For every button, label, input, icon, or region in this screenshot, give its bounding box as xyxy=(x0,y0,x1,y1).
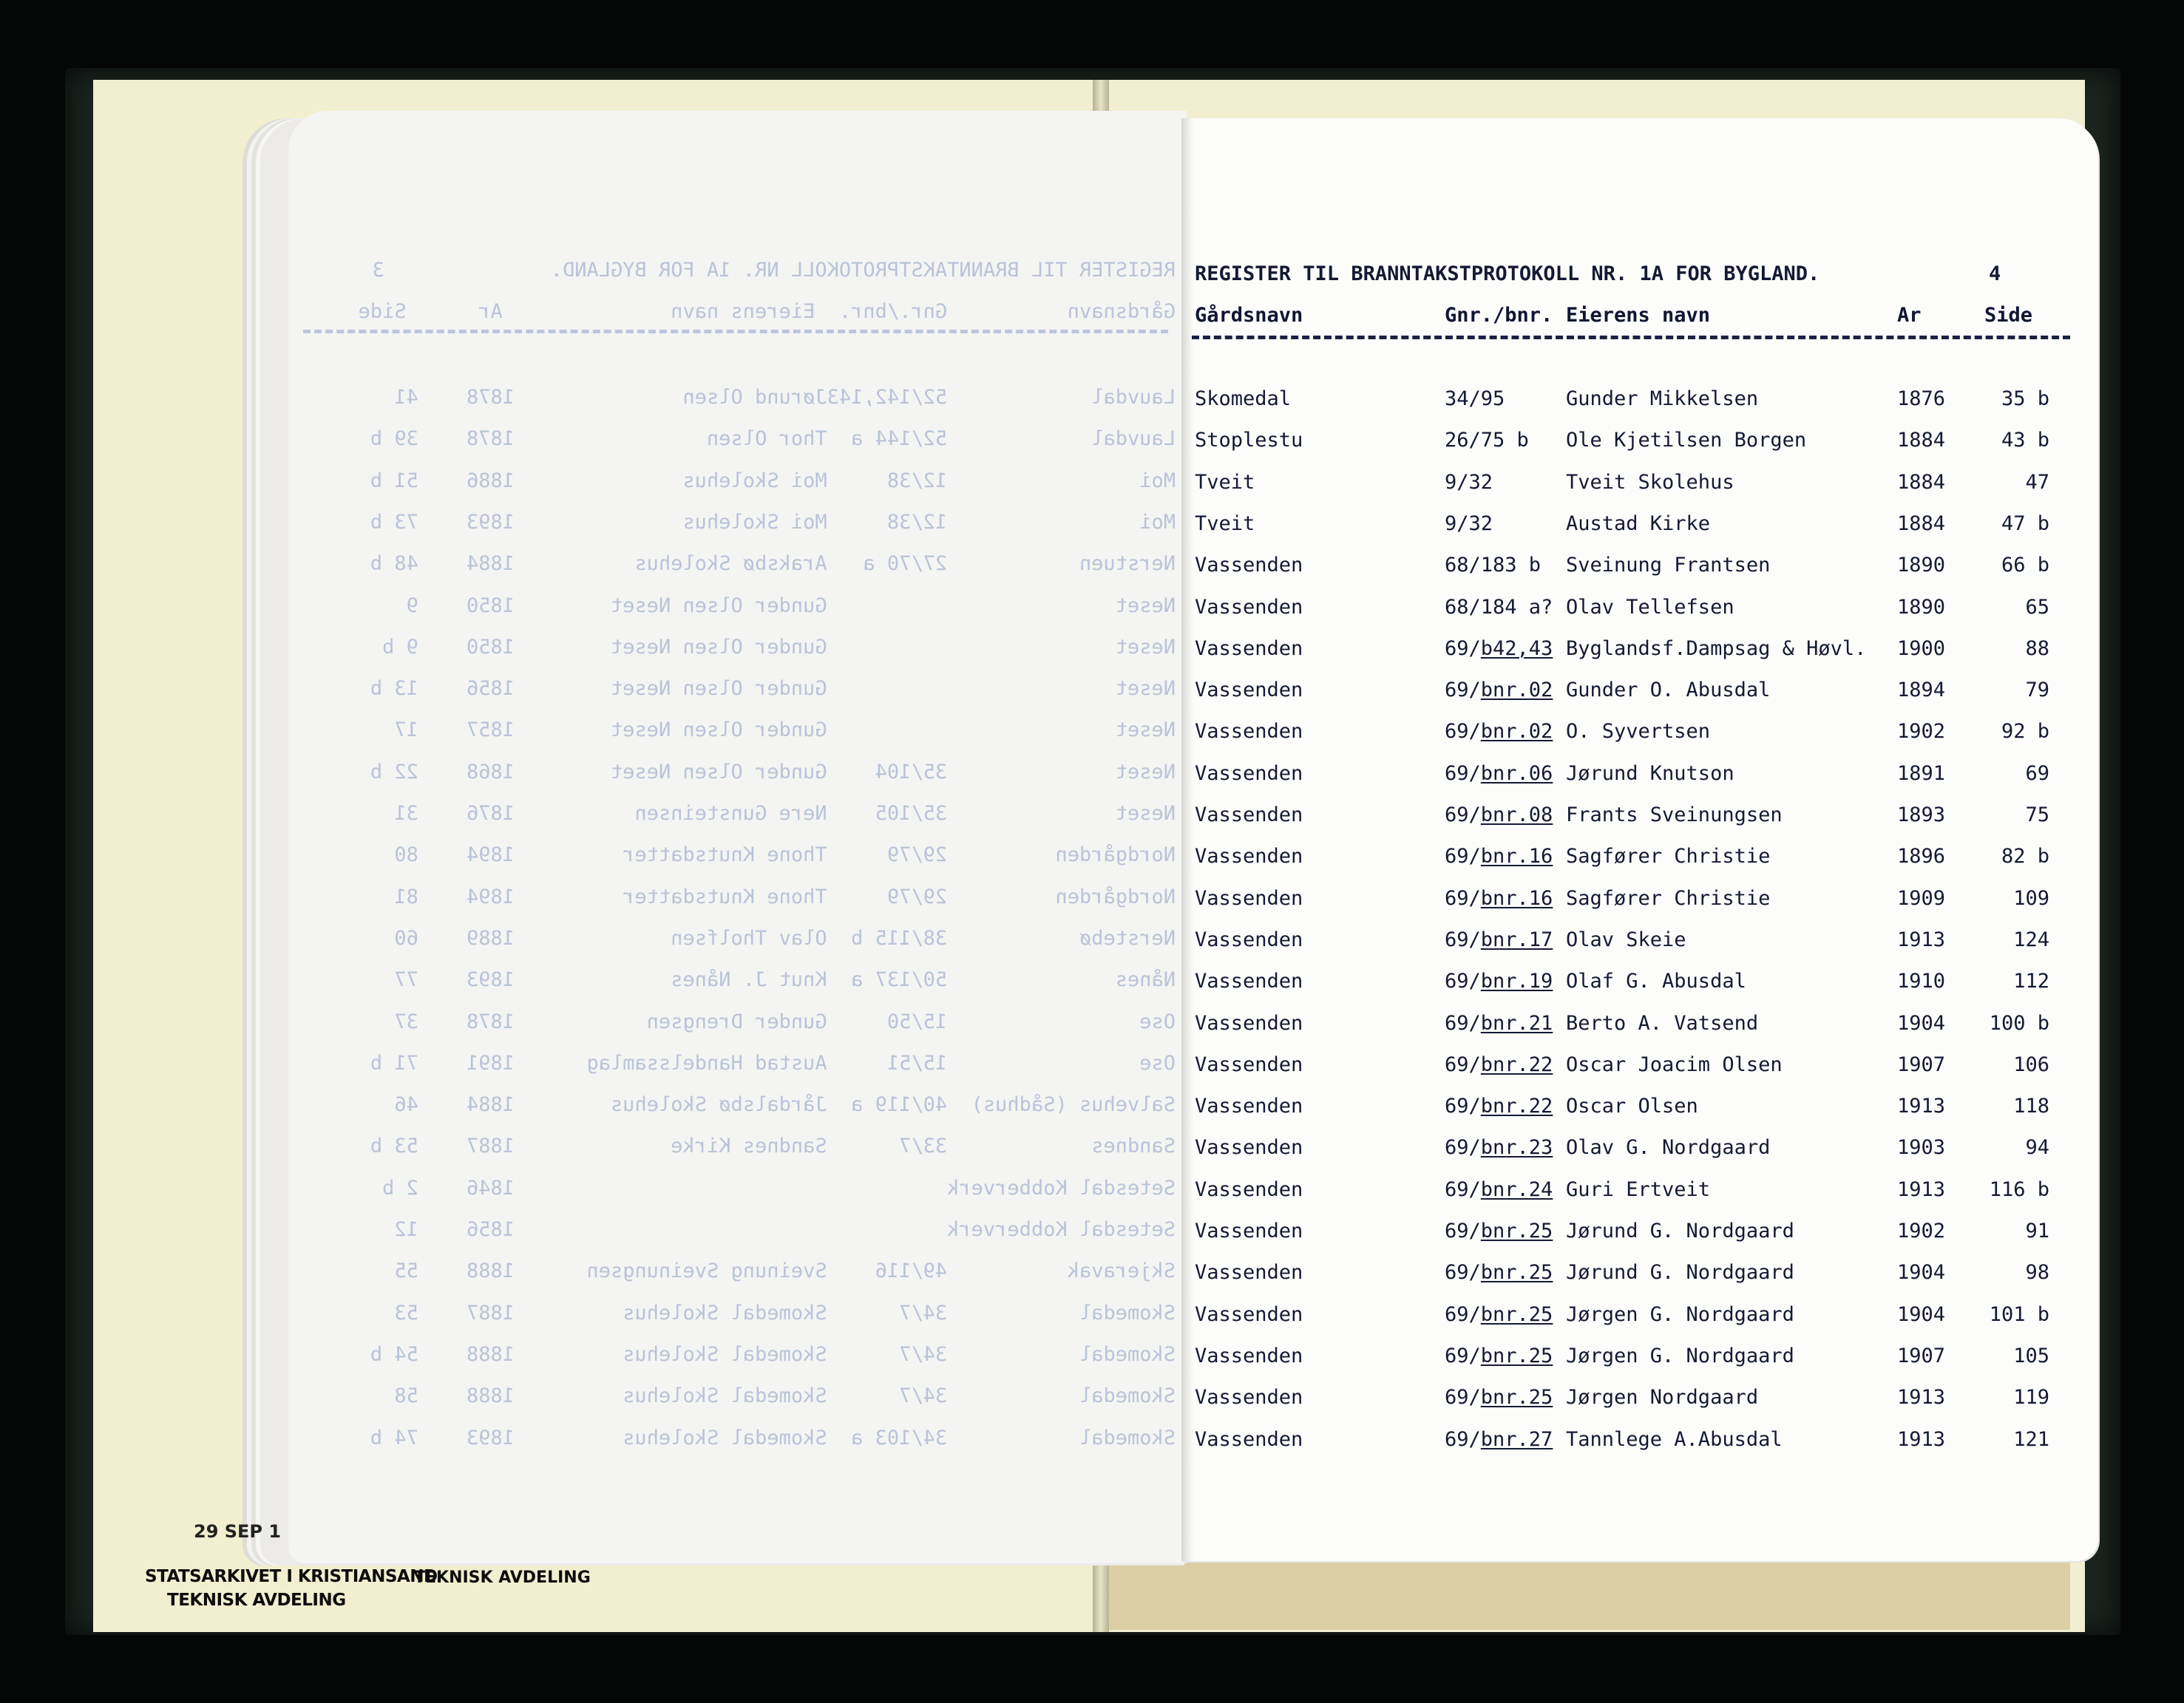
ghost-rule xyxy=(303,330,1168,333)
gnr-prefix: 69/ xyxy=(1445,928,1481,951)
bnr-underlined: bnr.27 xyxy=(1480,1428,1553,1451)
date-stamp: 29 SEP 1 xyxy=(194,1521,282,1542)
cell-ar: 1907 xyxy=(1897,1345,1946,1367)
cell-side: 105 xyxy=(2013,1345,2049,1367)
cell-eierens-navn: Sagfører Christie xyxy=(1566,845,1771,868)
bnr-underlined: bnr.02 xyxy=(1480,720,1553,743)
cell-eierens-navn: Olav Skeie xyxy=(1566,928,1686,951)
cell-side: 109 xyxy=(2013,887,2049,910)
cell-gardsnavn: Vassenden xyxy=(1195,554,1303,577)
page-title: REGISTER TIL BRANNTAKSTPROTOKOLL NR. 1A FOR BYGLAND. xyxy=(1195,262,1820,285)
cell-gnr-bnr xyxy=(1445,1386,1553,1409)
cell-side: 121 xyxy=(2013,1428,2049,1451)
cell-ar: 1896 xyxy=(1897,845,1946,868)
bnr-underlined: bnr.25 xyxy=(1480,1345,1553,1367)
bnr-underlined: bnr.16 xyxy=(1480,845,1553,868)
bnr-underlined: bnr.23 xyxy=(1480,1136,1553,1159)
cell-eierens-navn: Guri Ertveit xyxy=(1566,1178,1711,1201)
cell-gardsnavn: Vassenden xyxy=(1195,1428,1303,1451)
cell-gnr-bnr xyxy=(1445,1303,1553,1326)
gnr-prefix: 69/ xyxy=(1445,803,1481,826)
cell-gnr-bnr xyxy=(1445,1220,1553,1243)
bnr-underlined: bnr.21 xyxy=(1480,1012,1553,1035)
bnr-underlined: bnr.25 xyxy=(1480,1220,1553,1243)
ghost-line: Neset 35/105 Nere Gunsteinsen 1876 31 xyxy=(394,802,1176,825)
cell-gnr-bnr: 9/32 xyxy=(1445,471,1493,494)
ghost-line: Lauvdal 52/144 a Thor Olsen 1878 39 b xyxy=(370,427,1176,450)
ghost-line: Nånes 50/137 a Knut J. Nånes 1893 77 xyxy=(394,968,1176,991)
ghost-line: Ose 15/50 Gunder Drengsen 1878 37 xyxy=(394,1010,1176,1033)
archive-stamp-line1: STATSARKIVET I KRISTIANSAND xyxy=(145,1567,438,1586)
cell-ar: 1890 xyxy=(1897,596,1946,619)
cell-gnr-bnr xyxy=(1445,845,1553,868)
cell-gardsnavn: Vassenden xyxy=(1195,1136,1303,1159)
cell-gnr-bnr: 68/183 b xyxy=(1445,554,1542,577)
ghost-line: Moi 12/38 Moi Skolehus 1886 51 b xyxy=(370,469,1176,492)
cell-ar: 1902 xyxy=(1897,1220,1946,1243)
cell-side: 35 b xyxy=(2001,387,2049,410)
bnr-underlined: bnr.22 xyxy=(1480,1053,1553,1076)
cell-gardsnavn: Vassenden xyxy=(1195,1303,1303,1326)
gnr-prefix: 69/ xyxy=(1445,1303,1481,1326)
cell-gnr-bnr xyxy=(1445,1178,1553,1201)
cell-side: 116 b xyxy=(1989,1178,2049,1201)
cell-eierens-navn: Jørund G. Nordgaard xyxy=(1566,1261,1794,1284)
cell-eierens-navn: Sagfører Christie xyxy=(1566,887,1771,910)
cell-gnr-bnr xyxy=(1445,1095,1553,1118)
cell-ar: 1900 xyxy=(1897,637,1946,660)
ghost-line: Neset Gunder Olsen Neset 1856 13 b xyxy=(370,677,1176,700)
cell-gnr-bnr xyxy=(1445,1053,1553,1076)
cell-eierens-navn: Olav Tellefsen xyxy=(1566,596,1734,619)
cell-gardsnavn: Vassenden xyxy=(1195,1386,1303,1409)
ghost-line: Skomedal 34/103 a Skomedal Skolehus 1893 74 b xyxy=(370,1427,1176,1449)
gnr-prefix: 69/ xyxy=(1445,1386,1481,1409)
cell-gnr-bnr: 68/184 a? xyxy=(1445,596,1553,619)
cell-side: 91 xyxy=(2025,1220,2049,1243)
ghost-line: Neset Gunder Olsen Neset 1850 9 xyxy=(406,594,1176,617)
cell-side: 88 xyxy=(2025,637,2049,660)
ghost-line: Neset Gunder Olsen Neset 1857 17 xyxy=(394,718,1176,741)
gnr-prefix: 69/ xyxy=(1445,637,1481,660)
cell-eierens-navn: Oscar Olsen xyxy=(1566,1095,1698,1118)
ghost-line: Ose 15/51 Austad Handelssamlag 1891 71 b xyxy=(370,1052,1176,1075)
ghost-line: Nordgården 29/79 Thone Knutsdatter 1894 81 xyxy=(394,886,1176,908)
cell-ar: 1913 xyxy=(1897,1178,1946,1201)
cell-side: 75 xyxy=(2025,803,2049,826)
gnr-prefix: 69/ xyxy=(1445,1053,1481,1076)
ghost-line: Salvehus (Sådhus) 40/119 a Jårdalsbø Skolehus 1884 46 xyxy=(394,1093,1176,1116)
cell-ar: 1904 xyxy=(1897,1012,1946,1035)
bnr-underlined: bnr.24 xyxy=(1480,1178,1553,1201)
ghost-page-number: 3 xyxy=(372,259,384,282)
cell-gardsnavn: Vassenden xyxy=(1195,679,1303,701)
cell-gnr-bnr: 9/32 xyxy=(1445,512,1493,535)
cell-ar: 1894 xyxy=(1897,679,1946,701)
cell-side: 106 xyxy=(2013,1053,2049,1076)
cell-eierens-navn: Olaf G. Abusdal xyxy=(1566,970,1746,993)
cell-gnr-bnr xyxy=(1445,1428,1553,1451)
cell-ar: 1907 xyxy=(1897,1053,1946,1076)
cell-gardsnavn: Skomedal xyxy=(1195,387,1292,410)
cell-gardsnavn: Vassenden xyxy=(1195,762,1303,785)
cell-side: 47 b xyxy=(2001,512,2049,535)
ghost-line: Skomedal 34/7 Skomedal Skolehus 1887 53 xyxy=(394,1302,1176,1325)
ghost-line: Nordgården 29/79 Thone Knutsdatter 1894 80 xyxy=(394,843,1176,866)
bnr-underlined: bnr.06 xyxy=(1480,762,1553,785)
ghost-line: Neset 35/104 Gunder Olsen Neset 1868 22 b xyxy=(370,761,1176,783)
cell-gnr-bnr xyxy=(1445,679,1553,701)
cell-gnr-bnr xyxy=(1445,637,1553,660)
cell-ar: 1884 xyxy=(1897,471,1946,494)
cell-gardsnavn: Vassenden xyxy=(1195,970,1303,993)
gnr-prefix: 69/ xyxy=(1445,1136,1481,1159)
ghost-line: Setesdal Kobberverk 1856 12 xyxy=(394,1218,1176,1241)
gnr-prefix: 69/ xyxy=(1445,679,1481,701)
header-rule xyxy=(1192,336,2070,339)
cell-gnr-bnr xyxy=(1445,762,1553,785)
cell-ar: 1893 xyxy=(1897,803,1946,826)
cell-gardsnavn: Vassenden xyxy=(1195,1178,1303,1201)
ghost-line: Sandnes 33/7 Sandnes Kirke 1887 53 b xyxy=(370,1135,1176,1158)
cell-gardsnavn: Vassenden xyxy=(1195,637,1303,660)
cell-ar: 1913 xyxy=(1897,1386,1946,1409)
cell-eierens-navn: Berto A. Vatsend xyxy=(1566,1012,1759,1035)
header-eierens-navn: Eierens navn xyxy=(1566,304,1711,327)
ghost-line: Skomedal 34/7 Skomedal Skolehus 1888 54 b xyxy=(370,1343,1176,1366)
cell-gnr-bnr xyxy=(1445,1345,1553,1367)
cell-ar: 1902 xyxy=(1897,720,1946,743)
cell-ar: 1913 xyxy=(1897,1095,1946,1118)
cell-eierens-navn: Gunder Mikkelsen xyxy=(1566,387,1759,410)
gnr-prefix: 69/ xyxy=(1445,720,1481,743)
cell-ar: 1890 xyxy=(1897,554,1946,577)
cell-eierens-navn: Jørgen G. Nordgaard xyxy=(1566,1345,1794,1367)
cell-ar: 1909 xyxy=(1897,887,1946,910)
cell-side: 66 b xyxy=(2001,554,2049,577)
page-gutter-shadow xyxy=(1181,118,1193,1561)
cell-gardsnavn: Vassenden xyxy=(1195,887,1303,910)
cell-side: 69 xyxy=(2025,762,2049,785)
cell-gardsnavn: Tveit xyxy=(1195,471,1255,494)
cell-ar: 1876 xyxy=(1897,387,1946,410)
bnr-underlined: bnr.02 xyxy=(1480,679,1553,701)
bnr-underlined: bnr.25 xyxy=(1480,1386,1553,1409)
cell-side: 112 xyxy=(2013,970,2049,993)
bnr-underlined: bnr.16 xyxy=(1480,887,1553,910)
cell-gardsnavn: Stoplestu xyxy=(1195,429,1303,452)
cell-gardsnavn: Tveit xyxy=(1195,512,1255,535)
cell-side: 118 xyxy=(2013,1095,2049,1118)
cell-ar: 1904 xyxy=(1897,1261,1946,1284)
cell-ar: 1903 xyxy=(1897,1136,1946,1159)
cell-eierens-navn: Frants Sveinungsen xyxy=(1566,803,1783,826)
cell-side: 43 b xyxy=(2001,429,2049,452)
ghost-line: Moi 12/38 Moi Skolehus 1893 73 b xyxy=(370,511,1176,534)
cell-side: 65 xyxy=(2025,596,2049,619)
cell-ar: 1910 xyxy=(1897,970,1946,993)
cell-gardsnavn: Vassenden xyxy=(1195,1220,1303,1243)
gnr-prefix: 69/ xyxy=(1445,1345,1481,1367)
gnr-prefix: 69/ xyxy=(1445,1261,1481,1284)
gnr-prefix: 69/ xyxy=(1445,762,1481,785)
cell-gnr-bnr: 26/75 b xyxy=(1445,429,1529,452)
ghost-line: Nerstebø 38/115 b Olav Tholfsen 1889 60 xyxy=(394,927,1176,950)
cell-side: 79 xyxy=(2025,679,2049,701)
gnr-prefix: 69/ xyxy=(1445,845,1481,868)
archive-stamp-line2: TEKNISK AVDELING xyxy=(167,1591,346,1610)
cell-eierens-navn: Jørgen G. Nordgaard xyxy=(1566,1303,1794,1326)
cell-eierens-navn: Jørund G. Nordgaard xyxy=(1566,1220,1794,1243)
ghost-line: Skomedal 34/7 Skomedal Skolehus 1888 58 xyxy=(394,1384,1176,1407)
gnr-prefix: 69/ xyxy=(1445,970,1481,993)
cell-gnr-bnr xyxy=(1445,887,1553,910)
cell-ar: 1884 xyxy=(1897,512,1946,535)
cell-side: 94 xyxy=(2025,1136,2049,1159)
cell-eierens-navn: Olav G. Nordgaard xyxy=(1566,1136,1771,1159)
cell-gardsnavn: Vassenden xyxy=(1195,1053,1303,1076)
cell-side: 101 b xyxy=(1989,1303,2049,1326)
cell-side: 98 xyxy=(2025,1261,2049,1284)
cell-side: 100 b xyxy=(1989,1012,2049,1035)
cell-gnr-bnr xyxy=(1445,720,1553,743)
cell-eierens-navn: O. Syvertsen xyxy=(1566,720,1711,743)
ghost-line: Setesdal Kobberverk 1846 2 b xyxy=(382,1177,1176,1200)
ghost-headers: Gårdsnavn Gnr./bnr. Eierens navn Ar Side xyxy=(358,300,1176,323)
cell-gardsnavn: Vassenden xyxy=(1195,1261,1303,1284)
page-number: 4 xyxy=(1989,262,2001,285)
gnr-prefix: 69/ xyxy=(1445,1220,1481,1243)
cell-ar: 1913 xyxy=(1897,928,1946,951)
cell-gnr-bnr xyxy=(1445,1261,1553,1284)
cell-side: 47 xyxy=(2025,471,2049,494)
cell-ar: 1884 xyxy=(1897,429,1946,452)
bnr-underlined: bnr.19 xyxy=(1480,970,1553,993)
cell-gardsnavn: Vassenden xyxy=(1195,845,1303,868)
cell-gnr-bnr xyxy=(1445,928,1553,951)
gnr-prefix: 69/ xyxy=(1445,1095,1481,1118)
bnr-underlined: bnr.17 xyxy=(1480,928,1553,951)
ghost-title: REGISTER TIL BRANNTAKSTPROTOKOLL NR. 1A FOR BYGLAND. xyxy=(550,259,1176,282)
cell-eierens-navn: Austad Kirke xyxy=(1566,512,1711,535)
ghost-line: Neset Gunder Olsen Neset 1850 9 b xyxy=(382,636,1176,659)
bnr-underlined: b42,43 xyxy=(1480,637,1553,660)
cell-gardsnavn: Vassenden xyxy=(1195,1012,1303,1035)
cell-eierens-navn: Sveinung Frantsen xyxy=(1566,554,1771,577)
bnr-underlined: bnr.08 xyxy=(1480,803,1553,826)
cell-eierens-navn: Tannlege A.Abusdal xyxy=(1566,1428,1783,1451)
gnr-prefix: 69/ xyxy=(1445,1178,1481,1201)
ghost-line: Skjeravak 49/116 Sveinung Sveinungsen 1888 55 xyxy=(394,1260,1176,1282)
cell-gnr-bnr xyxy=(1445,970,1553,993)
header-gnr-bnr: Gnr./bnr. xyxy=(1445,304,1553,327)
cell-gardsnavn: Vassenden xyxy=(1195,1345,1303,1367)
cell-side: 119 xyxy=(2013,1386,2049,1409)
teknisk-stamp: TEKNISK AVDELING xyxy=(414,1568,591,1587)
cell-ar: 1891 xyxy=(1897,762,1946,785)
bnr-underlined: bnr.25 xyxy=(1480,1261,1553,1284)
cell-side: 124 xyxy=(2013,928,2049,951)
cell-eierens-navn: Byglandsf.Dampsag & Høvl. xyxy=(1566,637,1867,660)
header-side: Side xyxy=(1984,304,2033,327)
gnr-prefix: 69/ xyxy=(1445,887,1481,910)
cell-gardsnavn: Vassenden xyxy=(1195,596,1303,619)
cell-eierens-navn: Jørund Knutson xyxy=(1566,762,1734,785)
cell-side: 82 b xyxy=(2001,845,2049,868)
ghost-line: Lauvdal 52/142,143Jørund Olsen 1878 41 xyxy=(394,386,1176,409)
cell-ar: 1913 xyxy=(1897,1428,1946,1451)
cell-eierens-navn: Oscar Joacim Olsen xyxy=(1566,1053,1783,1076)
header-ar: Ar xyxy=(1897,304,1922,327)
bnr-underlined: bnr.25 xyxy=(1480,1303,1553,1326)
cell-gnr-bnr xyxy=(1445,1136,1553,1159)
gnr-prefix: 69/ xyxy=(1445,1012,1481,1035)
cell-gardsnavn: Vassenden xyxy=(1195,928,1303,951)
ghost-line: Nerstuen 27/70 a Araksbø Skolehus 1884 48 b xyxy=(370,552,1176,575)
gnr-prefix: 69/ xyxy=(1445,1428,1481,1451)
cell-eierens-navn: Gunder O. Abusdal xyxy=(1566,679,1771,701)
cell-eierens-navn: Ole Kjetilsen Borgen xyxy=(1566,429,1807,452)
cell-ar: 1904 xyxy=(1897,1303,1946,1326)
cell-gnr-bnr xyxy=(1445,1012,1553,1035)
cell-gnr-bnr xyxy=(1445,803,1553,826)
header-gardsnavn: Gårdsnavn xyxy=(1195,304,1303,327)
cell-eierens-navn: Tveit Skolehus xyxy=(1566,471,1734,494)
cell-eierens-navn: Jørgen Nordgaard xyxy=(1566,1386,1759,1409)
bnr-underlined: bnr.22 xyxy=(1480,1095,1553,1118)
cell-gardsnavn: Vassenden xyxy=(1195,1095,1303,1118)
left-page-bleedthrough xyxy=(303,111,1190,1563)
cell-gnr-bnr: 34/95 xyxy=(1445,387,1505,410)
cell-gardsnavn: Vassenden xyxy=(1195,720,1303,743)
cell-side: 92 b xyxy=(2001,720,2049,743)
cell-gardsnavn: Vassenden xyxy=(1195,803,1303,826)
